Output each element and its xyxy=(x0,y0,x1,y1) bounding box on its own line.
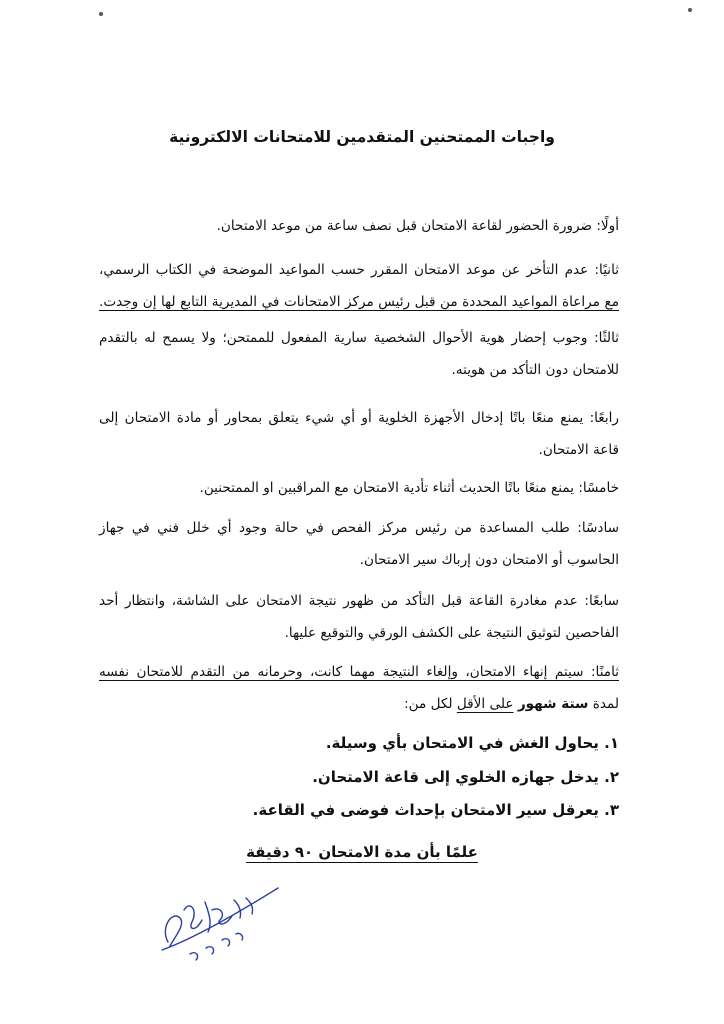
paragraph-7 xyxy=(99,585,619,649)
paragraph-5 xyxy=(99,472,619,504)
paragraph-line: ثالثًا: وجوب إحضار هوية الأحوال الشخصية سارية المفعول للممتحن؛ ولا يسمح له بالتقدم xyxy=(99,330,619,346)
paragraph-6 xyxy=(99,512,619,576)
handwritten-signature xyxy=(150,880,290,975)
paragraph-line: سادسًا: طلب المساعدة من رئيس مركز الفحص في حالة وجود أي خلل فني في جهاز xyxy=(99,520,619,536)
paragraph-line xyxy=(99,688,619,720)
paragraph-1 xyxy=(99,210,619,242)
paragraph-line: ثانيًا: عدم التأخر عن موعد الامتحان المقرر حسب المواعيد الموضحة في الكتاب الرسمي، xyxy=(99,262,619,278)
duration-suffix: لكل من: xyxy=(404,696,453,712)
paragraph-line: سابعًا: عدم مغادرة القاعة قبل التأكد من ظهور نتيجة الامتحان على الشاشة، وانتظار أحد xyxy=(99,593,619,609)
document-title: واجبات الممتحنين المتقدمين للامتحانات الالكترونية xyxy=(169,128,555,146)
paragraph-line: قاعة الامتحان. xyxy=(538,442,619,458)
paragraph-4 xyxy=(99,402,619,466)
list-item: ٣. يعرقل سير الامتحان بإحداث فوضى في القاعة. xyxy=(252,801,619,819)
paragraph-2 xyxy=(99,254,619,318)
paragraph-line: للامتحان دون التأكد من هويته. xyxy=(451,362,619,378)
paragraph-line: الفاحصين لتوثيق النتيجة على الكشف الورقي والتوقيع عليها. xyxy=(284,625,619,641)
paragraph-8 xyxy=(99,656,619,720)
exam-duration-note: علمًا بأن مدة الامتحان ٩٠ دقيقة xyxy=(246,843,478,861)
scan-speck xyxy=(99,12,103,16)
paragraph-line: أولًا: ضرورة الحضور لقاعة الامتحان قبل نصف ساعة من موعد الامتحان. xyxy=(216,218,619,234)
duration-emphasis: ستة شهور xyxy=(517,696,589,712)
paragraph-line: الحاسوب أو الامتحان دون إرباك سير الامتحان. xyxy=(359,552,619,568)
paragraph-line: رابعًا: يمنع منعًا باتًا إدخال الأجهزة الخلوية أو أي شيء يتعلق بمحاور أو مادة الامتحان إلى xyxy=(99,410,619,426)
duration-underlined: على الأقل xyxy=(456,696,514,712)
list-item: ١. يحاول الغش في الامتحان بأي وسيلة. xyxy=(325,734,619,752)
scan-speck xyxy=(688,8,692,12)
list-item: ٢. يدخل جهازه الخلوي إلى قاعة الامتحان. xyxy=(312,768,619,786)
paragraph-line-underlined: ثامنًا: سيتم إنهاء الامتحان، وإلغاء النتيجة مهما كانت، وحرمانه من التقدم للامتحان نفسه xyxy=(99,664,619,680)
paragraph-line-underlined: مع مراعاة المواعيد المحددة من قبل رئيس مركز الامتحانات في المديرية التابع لها إن وجدت. xyxy=(99,294,619,310)
paragraph-line: خامسًا: يمنع منعًا باتًا الحديث أثناء تأدية الامتحان مع المراقبين او الممتحنين. xyxy=(199,480,619,496)
paragraph-3 xyxy=(99,322,619,386)
duration-prefix: لمدة xyxy=(592,696,619,712)
